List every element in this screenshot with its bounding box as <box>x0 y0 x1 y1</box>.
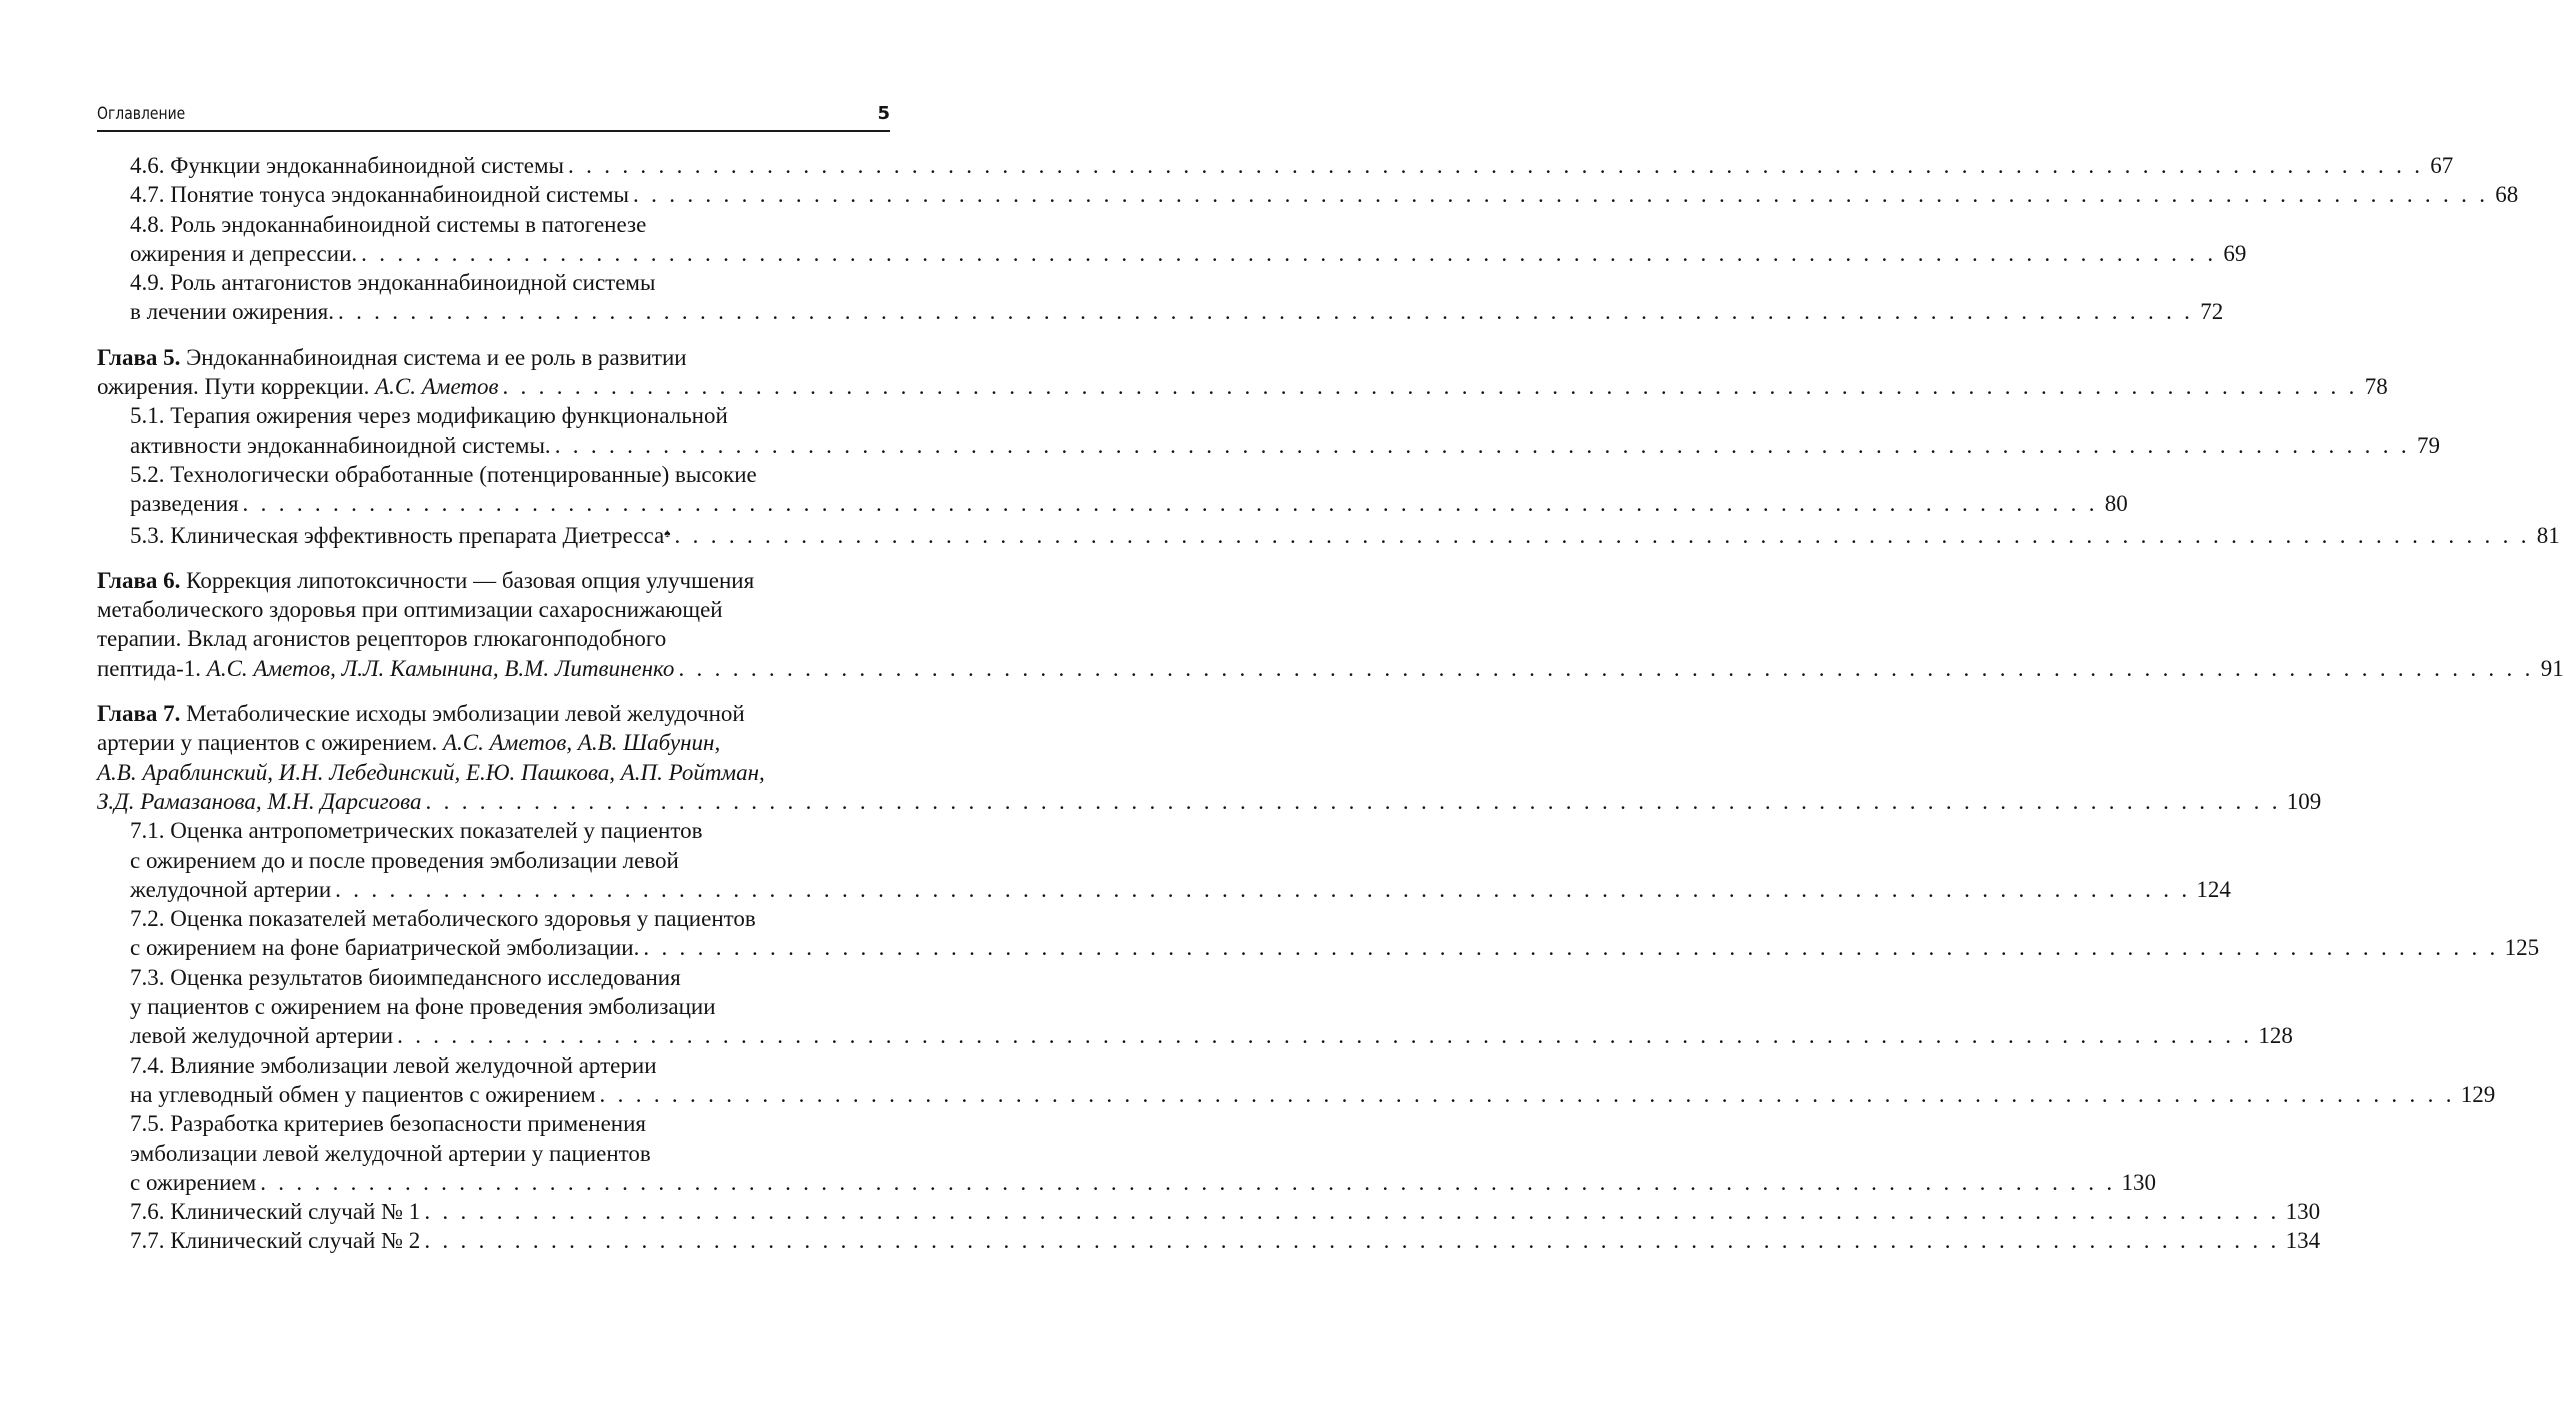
dot-leader: . . . . . . . . . . . . . . . . . . . . . . . . . . . . . . . . . . . . . . . . . . . . . . . . . . . . . . . . . . . . . . . . . . . . . . . . . . . . . . . . . . . . . . . . . . . . . . . . . . . . . . . <box>554 432 2410 458</box>
toc-entry-title-cont: ожирения и депрессии. <box>130 240 358 266</box>
chapter-authors: А.В. Араблинский, И.Н. Лебединский, Е.Ю. Пашкова, А.П. Ройтман, <box>97 759 765 785</box>
toc-entry-4-7[interactable] <box>97 180 2519 209</box>
toc-chapter-7[interactable] <box>97 699 2322 816</box>
toc-entry-title-cont: с ожирением на фоне бариатрической эмболизации. <box>130 935 640 961</box>
registered-mark-icon: ♠ <box>664 525 671 540</box>
toc-line <box>130 180 2519 209</box>
toc-line <box>97 758 890 787</box>
toc-entry-7-7[interactable] <box>97 1226 2321 1255</box>
toc-entry-title: 7.5. Разработка критериев безопасности применения <box>130 1111 647 1137</box>
chapter-heading-cont <box>97 654 674 683</box>
toc-entry-7-2[interactable] <box>97 904 2540 963</box>
toc-line <box>130 846 890 875</box>
toc-line <box>130 210 890 239</box>
toc-entry-title: 4.6. Функции эндоканнабиноидной системы <box>130 153 565 178</box>
chapter-title: Эндоканнабиноидная система и ее роль в развитии <box>180 344 687 370</box>
toc-line <box>130 1109 890 1138</box>
toc-page-number: 72 <box>2200 299 2224 325</box>
toc-entry-7-5[interactable] <box>97 1109 2156 1197</box>
toc-line <box>130 1226 2321 1255</box>
toc-entry-title: 7.7. Клинический случай № 2 <box>130 1228 421 1254</box>
toc-entry-title: 7.1. Оценка антропометрических показателей у пациентов <box>130 818 703 844</box>
dot-leader: . . . . . . . . . . . . . . . . . . . . . . . . . . . . . . . . . . . . . . . . . . . . . . . . . . . . . . . . . . . . . . . . . . . . . . . . . . . . . . . . . . . . . . . . . . . . . . . . . . . . . . . <box>425 788 2281 814</box>
toc-entry-title-cont: желудочной артерии <box>130 876 332 902</box>
toc-line <box>130 460 890 489</box>
chapter-title-cont: ожирения. Пути коррекции. <box>97 374 376 400</box>
toc-line <box>97 728 890 757</box>
toc-entry-5-3[interactable] <box>97 519 2560 550</box>
dot-leader: . . . . . . . . . . . . . . . . . . . . . . . . . . . . . . . . . . . . . . . . . . . . . . . . . . . . . . . . . . . . . . . . . . . . . . . . . . . . . . . . . . . . . . . . . . . . . . . . . . . . . . . <box>502 374 2358 400</box>
toc-entry-title-cont: с ожирением <box>130 1169 257 1195</box>
toc-line <box>130 431 2440 460</box>
toc-line <box>130 401 890 430</box>
toc-page-number: 68 <box>2495 182 2519 208</box>
toc-line <box>130 1080 2496 1109</box>
dot-leader: . . . . . . . . . . . . . . . . . . . . . . . . . . . . . . . . . . . . . . . . . . . . . . . . . . . . . . . . . . . . . . . . . . . . . . . . . . . . . . . . . . . . . . . . . . . . . . . . . . . . . . . <box>424 1228 2280 1254</box>
toc-page-number: 81 <box>2536 522 2560 548</box>
toc-entry-title-cont: разведения <box>130 491 239 517</box>
toc-line <box>130 963 890 992</box>
toc-entry-title: 4.7. Понятие тонуса эндоканнабиноидной системы <box>130 182 630 208</box>
dot-leader: . . . . . . . . . . . . . . . . . . . . . . . . . . . . . . . . . . . . . . . . . . . . . . . . . . . . . . . . . . . . . . . . . . . . . . . . . . . . . . . . . . . . . . . . . . . . . . . . . . . . . . . <box>361 240 2217 266</box>
dot-leader: . . . . . . . . . . . . . . . . . . . . . . . . . . . . . . . . . . . . . . . . . . . . . . . . . . . . . . . . . . . . . . . . . . . . . . . . . . . . . . . . . . . . . . . . . . . . . . . . . . . . . . . <box>337 299 2194 325</box>
toc-line <box>130 297 2224 326</box>
dot-leader: . . . . . . . . . . . . . . . . . . . . . . . . . . . . . . . . . . . . . . . . . . . . . . . . . . . . . . . . . . . . . . . . . . . . . . . . . . . . . . . . . . . . . . . . . . . . . . . . . . . . . . . <box>424 1199 2280 1225</box>
dot-leader: . . . . . . . . . . . . . . . . . . . . . . . . . . . . . . . . . . . . . . . . . . . . . . . . . . . . . . . . . . . . . . . . . . . . . . . . . . . . . . . . . . . . . . . . . . . . . . . . . . . . . . . <box>674 522 2530 548</box>
toc-entry-5-1[interactable] <box>97 401 2440 460</box>
toc-page-number: 79 <box>2416 432 2440 458</box>
toc-entry-title-cont: у пациентов с ожирением на фоне проведения эмболизации <box>130 994 716 1020</box>
dot-leader: . . . . . . . . . . . . . . . . . . . . . . . . . . . . . . . . . . . . . . . . . . . . . . . . . . . . . . . . . . . . . . . . . . . . . . . . . . . . . . . . . . . . . . . . . . . . . . . . . . . . . . . <box>678 655 2534 681</box>
toc-line <box>97 654 2564 683</box>
toc-entry-4-6[interactable] <box>97 151 2454 180</box>
chapter-label: Глава 6. <box>97 567 181 593</box>
toc-entry-title-cont: активности эндоканнабиноидной системы. <box>130 432 551 458</box>
toc-line <box>130 151 2454 180</box>
toc-entry-title: 5.1. Терапия ожирения через модификацию функциональной <box>130 403 728 429</box>
chapter-label: Глава 7. <box>97 701 181 727</box>
toc-line <box>97 343 890 372</box>
chapter-authors: А.С. Аметов, А.В. Шабунин, <box>442 730 721 756</box>
header-title: Оглавление <box>97 104 186 124</box>
chapter-title: Метаболические исходы эмболизации левой желудочной <box>180 701 745 727</box>
toc-line <box>130 1051 890 1080</box>
toc-page-number: 134 <box>2285 1228 2321 1254</box>
toc-entry-7-1[interactable] <box>97 816 2231 904</box>
toc-line <box>97 595 890 624</box>
toc-entry-title: 4.9. Роль антагонистов эндоканнабиноидной системы <box>130 270 656 296</box>
toc-line <box>97 699 890 728</box>
dot-leader: . . . . . . . . . . . . . . . . . . . . . . . . . . . . . . . . . . . . . . . . . . . . . . . . . . . . . . . . . . . . . . . . . . . . . . . . . . . . . . . . . . . . . . . . . . . . . . . . . . . . . . . <box>643 935 2499 961</box>
toc-entry-7-4[interactable] <box>97 1051 2496 1110</box>
toc-line <box>130 239 2247 268</box>
toc-page-number: 78 <box>2364 374 2388 400</box>
toc-line <box>130 992 890 1021</box>
toc-page-number: 130 <box>2121 1169 2156 1195</box>
chapter-heading <box>97 343 687 372</box>
dot-leader: . . . . . . . . . . . . . . . . . . . . . . . . . . . . . . . . . . . . . . . . . . . . . . . . . . . . . . . . . . . . . . . . . . . . . . . . . . . . . . . . . . . . . . . . . . . . . . . . . . . . . . . <box>242 491 2098 517</box>
chapter-heading <box>97 566 754 595</box>
toc-entry-title-cont: в лечении ожирения. <box>130 299 334 325</box>
toc-entry-4-8[interactable] <box>97 210 2247 269</box>
chapter-heading-cont <box>97 372 498 401</box>
toc-line <box>130 816 890 845</box>
dot-leader: . . . . . . . . . . . . . . . . . . . . . . . . . . . . . . . . . . . . . . . . . . . . . . . . . . . . . . . . . . . . . . . . . . . . . . . . . . . . . . . . . . . . . . . . . . . . . . . . . . . . . . . <box>633 182 2489 208</box>
toc-entry-4-9[interactable] <box>97 268 2224 327</box>
toc-page-number: 69 <box>2223 240 2247 266</box>
toc-line <box>130 1168 2156 1197</box>
dot-leader: . . . . . . . . . . . . . . . . . . . . . . . . . . . . . . . . . . . . . . . . . . . . . . . . . . . . . . . . . . . . . . . . . . . . . . . . . . . . . . . . . . . . . . . . . . . . . . . . . . . . . . . <box>335 876 2191 902</box>
chapter-label: Глава 5. <box>97 344 181 370</box>
toc-page-number: 109 <box>2286 788 2322 814</box>
toc-entry-7-6[interactable] <box>97 1197 2321 1226</box>
toc-entry-title: 4.8. Роль эндоканнабиноидной системы в патогенезе <box>130 211 647 237</box>
dot-leader: . . . . . . . . . . . . . . . . . . . . . . . . . . . . . . . . . . . . . . . . . . . . . . . . . . . . . . . . . . . . . . . . . . . . . . . . . . . . . . . . . . . . . . . . . . . . . . . . . . . . . . . <box>599 1081 2455 1107</box>
chapter-title-cont: артерии у пациентов с ожирением. <box>97 730 443 756</box>
section-title: 5.3. Клиническая эффективность препарата Диетресса <box>130 522 665 548</box>
toc-page-number: 129 <box>2460 1081 2496 1107</box>
toc-entry-title-cont: левой желудочной артерии <box>130 1023 394 1049</box>
chapter-heading <box>97 699 745 728</box>
toc-line <box>130 1197 2321 1226</box>
dot-leader: . . . . . . . . . . . . . . . . . . . . . . . . . . . . . . . . . . . . . . . . . . . . . . . . . . . . . . . . . . . . . . . . . . . . . . . . . . . . . . . . . . . . . . . . . . . . . . . . . . . . . . . <box>568 153 2424 178</box>
toc-line <box>130 1021 2293 1050</box>
chapter-title: Коррекция липотоксичности — базовая опция улучшения <box>180 567 755 593</box>
chapter-title-cont: метаболического здоровья при оптимизации сахароснижающей <box>97 597 723 623</box>
toc-entry-title <box>130 519 671 550</box>
toc-line <box>130 489 2128 518</box>
header-page-number: 5 <box>877 103 890 124</box>
chapter-heading-cont <box>97 728 720 757</box>
toc-page-number: 124 <box>2196 876 2231 902</box>
toc-entry-title-cont: с ожирением до и после проведения эмболизации левой <box>130 847 679 873</box>
toc-page-number: 125 <box>2504 935 2540 961</box>
running-header <box>97 100 890 132</box>
toc-page-number: 130 <box>2285 1199 2321 1225</box>
toc-line <box>97 566 890 595</box>
dot-leader: . . . . . . . . . . . . . . . . . . . . . . . . . . . . . . . . . . . . . . . . . . . . . . . . . . . . . . . . . . . . . . . . . . . . . . . . . . . . . . . . . . . . . . . . . . . . . . . . . . . . . . . <box>260 1169 2116 1195</box>
toc-line <box>130 875 2231 904</box>
dot-leader: . . . . . . . . . . . . . . . . . . . . . . . . . . . . . . . . . . . . . . . . . . . . . . . . . . . . . . . . . . . . . . . . . . . . . . . . . . . . . . . . . . . . . . . . . . . . . . . . . . . . . . . <box>397 1023 2253 1049</box>
toc-entry-title-cont: на углеводный обмен у пациентов с ожирением <box>130 1081 596 1107</box>
toc-line <box>130 519 2560 550</box>
toc-entry-title: 7.4. Влияние эмболизации левой желудочной артерии <box>130 1052 657 1078</box>
toc-entry-title: 7.3. Оценка результатов биоимпедансного исследования <box>130 964 681 990</box>
chapter-title-cont: пептида-1. <box>97 655 207 681</box>
toc-chapter-6[interactable] <box>97 566 2564 683</box>
chapter-authors: А.С. Аметов, Л.Л. Камынина, В.М. Литвиненко <box>206 655 675 681</box>
toc-page-number: 67 <box>2430 153 2454 178</box>
chapter-title-cont: терапии. Вклад агонистов рецепторов глюкагонподобного <box>97 626 667 652</box>
toc-entry-5-2[interactable] <box>97 460 2128 519</box>
toc-chapter-5[interactable] <box>97 343 2388 402</box>
toc-line <box>130 933 2540 962</box>
chapter-authors: З.Д. Рамазанова, М.Н. Дарсигова <box>97 788 422 814</box>
table-of-contents <box>97 151 2564 1256</box>
toc-line <box>130 268 890 297</box>
toc-line <box>97 372 2388 401</box>
toc-page-number: 128 <box>2258 1023 2293 1049</box>
toc-page-number: 91 <box>2540 655 2564 681</box>
toc-line <box>97 787 2322 816</box>
toc-line <box>130 904 890 933</box>
toc-entry-title: 7.2. Оценка показателей метаболического здоровья у пациентов <box>130 906 756 932</box>
toc-entry-title-cont: эмболизации левой желудочной артерии у пациентов <box>130 1140 651 1166</box>
toc-line <box>97 624 890 653</box>
toc-page-number: 80 <box>2104 491 2128 517</box>
chapter-authors: А.С. Аметов <box>375 374 499 400</box>
toc-entry-title: 5.2. Технологически обработанные (потенцированные) высокие <box>130 461 757 487</box>
toc-entry-title: 7.6. Клинический случай № 1 <box>130 1199 421 1225</box>
toc-line <box>130 1139 890 1168</box>
toc-entry-7-3[interactable] <box>97 963 2293 1051</box>
